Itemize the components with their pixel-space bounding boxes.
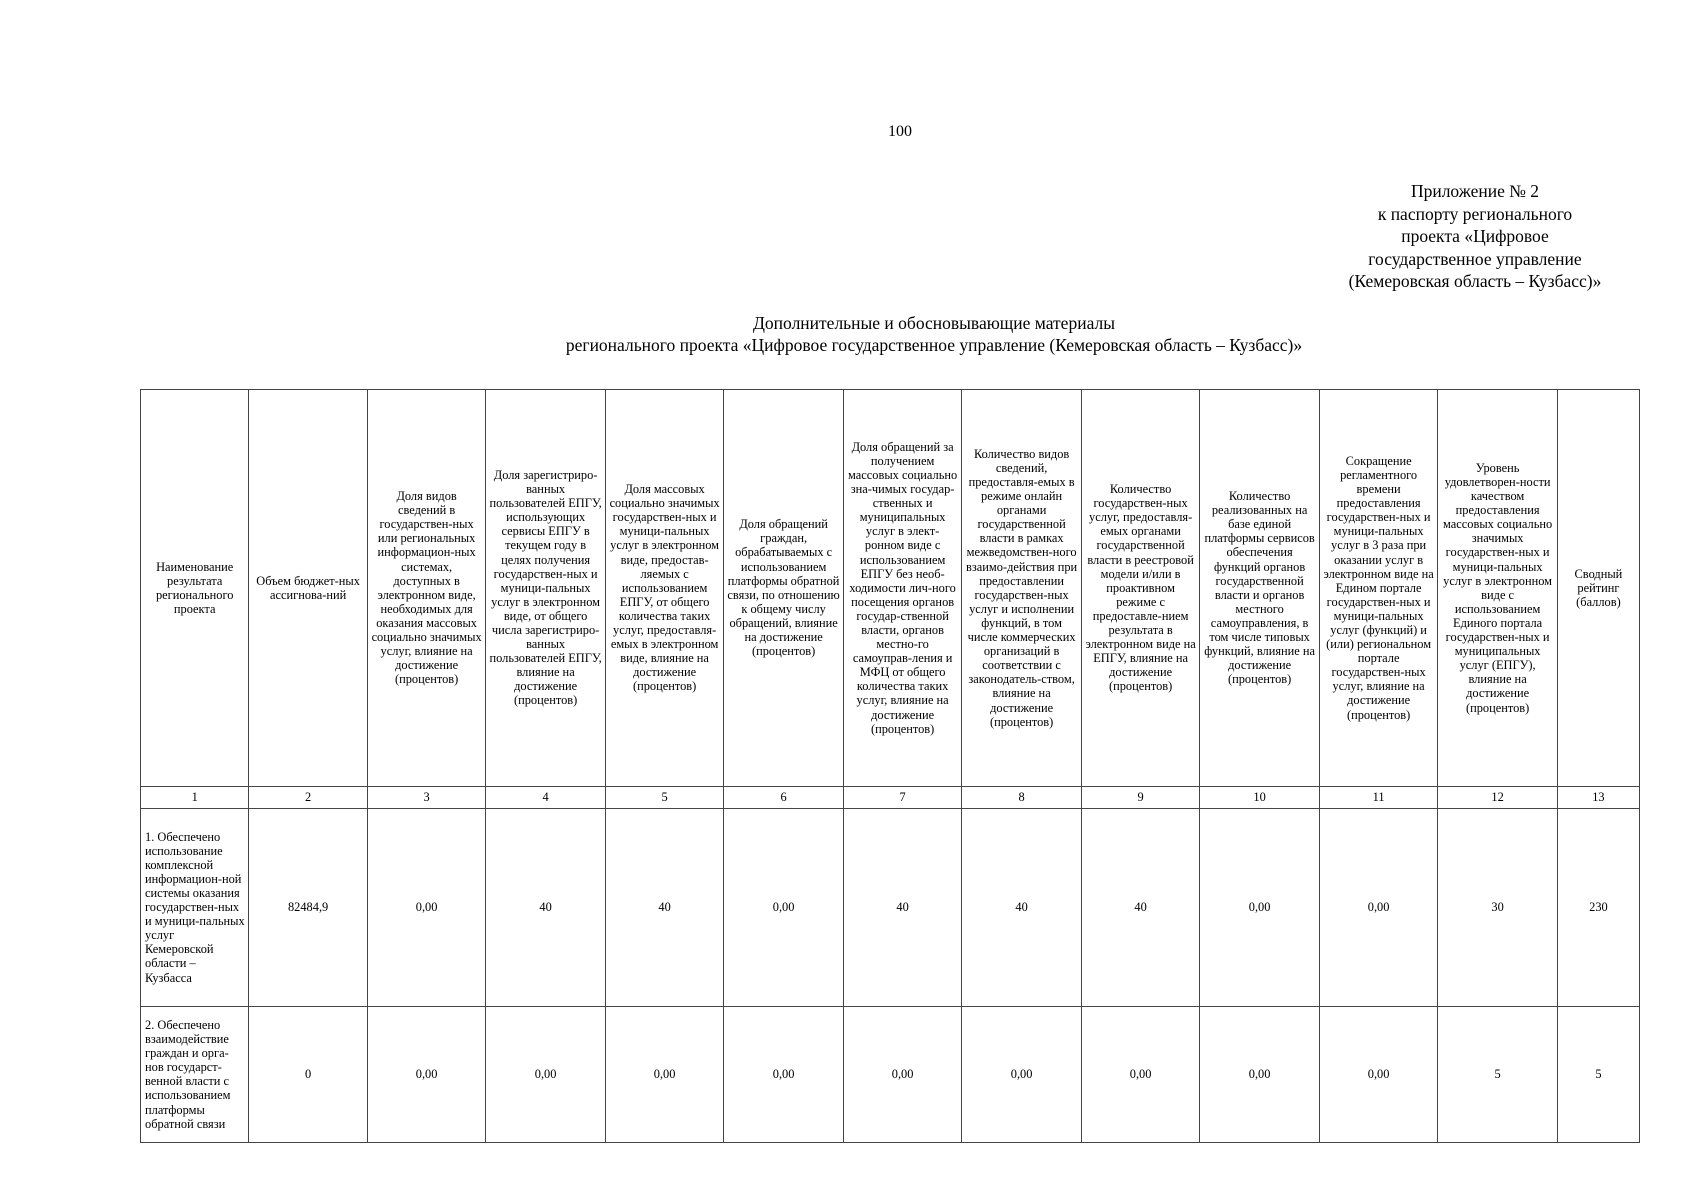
column-header: Доля обращений граждан, обрабатываемых с использованием платформы обратной связи, по отношению к общему числу обращений, влияние на достижение (процентов)	[724, 390, 844, 787]
value-cell: 0,00	[605, 1006, 724, 1142]
appendix-line: Приложение № 2	[1410, 181, 1540, 201]
value-cell: 40	[605, 808, 724, 1006]
column-number: 3	[367, 786, 486, 808]
value-cell: 5	[1557, 1006, 1639, 1142]
value-cell: 30	[1438, 808, 1558, 1006]
column-header: Доля обращений за получением массовых социально зна-чимых государ-ственных и муниципальных услуг в элект-ронном виде с использованием ЕПГУ без необ-ходимости лич-ного посещения органов государ-ственной власти, органов местно-го самоуправ-ления и МФЦ от общего количества таких услуг, влияние на достижение (процентов)	[843, 390, 962, 787]
document-title-line-1: Дополнительные и обосновывающие материалы	[753, 313, 1115, 333]
column-header: Количество реализованных на базе единой платформы сервисов обеспечения функций органов государственной власти и органов местного самоуправления, в том числе типовых функций, влияние на достижение (процентов)	[1200, 390, 1320, 787]
appendix-line: проекта «Цифровое	[1401, 226, 1549, 246]
value-cell: 0,00	[367, 1006, 486, 1142]
column-number: 5	[605, 786, 724, 808]
value-cell: 40	[1081, 808, 1200, 1006]
column-number-row	[141, 786, 1640, 808]
value-cell: 0,00	[843, 1006, 962, 1142]
value-cell: 5	[1438, 1006, 1558, 1142]
appendix-note	[1330, 180, 1620, 293]
table-header-row	[141, 390, 1640, 787]
value-cell: 40	[486, 808, 606, 1006]
column-number: 6	[724, 786, 844, 808]
column-number: 11	[1319, 786, 1438, 808]
column-number: 8	[962, 786, 1082, 808]
column-number: 12	[1438, 786, 1558, 808]
column-header: Доля массовых социально значимых государствен-ных и муници-пальных услуг в электронном виде, предостав-ляемых с использованием ЕПГУ, от общего количества таких услуг, предоставля-емых в электронном виде, влияние на достижение (процентов)	[605, 390, 724, 787]
appendix-line: государственное управление	[1368, 248, 1582, 269]
value-cell: 0,00	[1319, 1006, 1438, 1142]
column-number: 7	[843, 786, 962, 808]
column-number: 4	[486, 786, 606, 808]
value-cell: 82484,9	[249, 808, 368, 1006]
value-cell: 0,00	[724, 808, 844, 1006]
column-number: 13	[1557, 786, 1639, 808]
value-cell: 230	[1557, 808, 1639, 1006]
value-cell: 0,00	[486, 1006, 606, 1142]
column-header: Доля зарегистриро-ванных пользователей ЕПГУ, использующих сервисы ЕПГУ в текущем году в целях получения государствен-ных и муници-пальных услуг в электронном виде, от общего числа зарегистриро-ванных пользователей ЕПГУ, влияние на достижение (процентов)	[486, 390, 606, 787]
document-title-line-2: регионального проекта «Цифровое государственное управление (Кемеровская область – Кузбасс)»	[565, 334, 1303, 355]
column-number: 10	[1200, 786, 1320, 808]
value-cell: 0,00	[1081, 1006, 1200, 1142]
column-header: Сокращение регламентного времени предоставления государствен-ных и муници-пальных услуг в 3 раза при оказании услуг в электронном виде на Едином портале государствен-ных и муници-пальных услуг (функций) и (или) региональном портале государствен-ных услуг, влияние на достижение (процентов)	[1319, 390, 1438, 787]
column-number: 2	[249, 786, 368, 808]
value-cell: 0,00	[1319, 808, 1438, 1006]
appendix-line: к паспорту регионального	[1377, 203, 1573, 224]
column-header: Количество государствен-ных услуг, предоставля-емых органами государственной власти в реестровой модели и/или в проактивном режиме с предоставле-нием результата в электронном виде на ЕПГУ, влияние на достижение (процентов)	[1081, 390, 1200, 787]
result-name-cell: 1. Обеспечено использование комплексной информацион-ной системы оказания государствен-ных и муници-пальных услуг Кемеровской области – Кузбасса	[141, 808, 249, 1006]
value-cell: 0,00	[962, 1006, 1082, 1142]
value-cell: 40	[962, 808, 1082, 1006]
column-number: 9	[1081, 786, 1200, 808]
appendix-line: (Кемеровская область – Кузбасс)»	[1348, 271, 1602, 291]
column-header: Уровень удовлетворен-ности качеством предоставления массовых социально значимых государствен-ных и муници-пальных услуг в электронном виде с использованием Единого портала государствен-ных и муниципальных услуг (ЕПГУ), влияние на достижение (процентов)	[1438, 390, 1558, 787]
table-row	[141, 808, 1640, 1006]
column-header: Количество видов сведений, предоставля-емых в режиме онлайн органами государственной власти в рамках межведомствен-ного взаимо-действия при предоставлении государствен-ных услуг и исполнении функций, в том числе коммерческих организаций в соответствии с законодатель-ством, влияние на достижение (процентов)	[962, 390, 1082, 787]
value-cell: 0	[249, 1006, 368, 1142]
column-header: Сводный рейтинг (баллов)	[1557, 390, 1639, 787]
column-header: Наименование результата регионального проекта	[141, 390, 249, 787]
column-header: Доля видов сведений в государствен-ных или региональных информацион-ных системах, доступных в электронном виде, необходимых для оказания массовых социально значимых услуг, влияние на достижение (процентов)	[367, 390, 486, 787]
column-header: Объем бюджет-ных ассигнова-ний	[249, 390, 368, 787]
table-row	[141, 1006, 1640, 1142]
column-number: 1	[141, 786, 249, 808]
value-cell: 0,00	[1200, 1006, 1320, 1142]
value-cell: 0,00	[367, 808, 486, 1006]
materials-table	[140, 389, 1640, 1143]
value-cell: 0,00	[724, 1006, 844, 1142]
document-title	[0, 313, 1697, 356]
value-cell: 40	[843, 808, 962, 1006]
value-cell: 0,00	[1200, 808, 1320, 1006]
page-number: 100	[888, 123, 912, 140]
result-name-cell: 2. Обеспечено взаимодействие граждан и орга-нов государст-венной власти с использованием платформы обратной связи	[141, 1006, 249, 1142]
